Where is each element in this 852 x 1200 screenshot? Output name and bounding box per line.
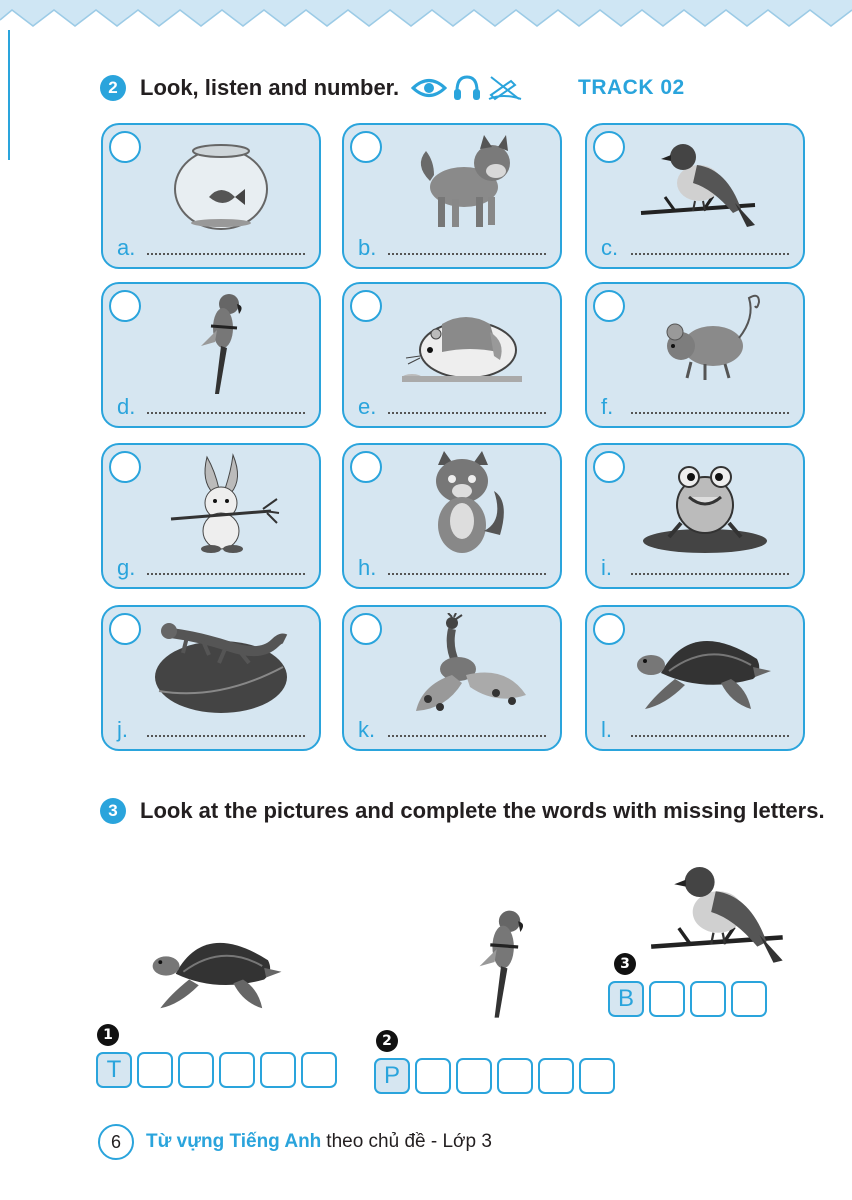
card-bird bbox=[585, 123, 805, 269]
letter-box[interactable] bbox=[649, 981, 685, 1017]
answer-line[interactable] bbox=[388, 573, 546, 575]
mouse-picture bbox=[635, 290, 775, 394]
word-number-badge: 3 bbox=[614, 953, 636, 975]
book-subtitle: theo chủ đề - Lớp 3 bbox=[326, 1131, 492, 1152]
card-letter: b. bbox=[358, 235, 377, 260]
number-answer-circle[interactable] bbox=[593, 451, 625, 483]
word-number-badge: 2 bbox=[376, 1030, 398, 1052]
answer-line[interactable] bbox=[147, 253, 305, 255]
word-number-badge: 1 bbox=[97, 1024, 119, 1046]
card-rabbit bbox=[101, 443, 321, 589]
answer-line[interactable] bbox=[147, 573, 305, 575]
letter-box[interactable] bbox=[731, 981, 767, 1017]
card-dog bbox=[342, 123, 562, 269]
letter-box-given: T bbox=[96, 1052, 132, 1088]
number-answer-circle[interactable] bbox=[109, 131, 141, 163]
answer-line[interactable] bbox=[631, 253, 789, 255]
number-answer-circle[interactable] bbox=[350, 613, 382, 645]
goldfish-bowl-picture bbox=[151, 131, 291, 235]
card-hamster bbox=[342, 282, 562, 428]
card-letter: e. bbox=[358, 394, 377, 419]
letter-box[interactable] bbox=[497, 1058, 533, 1094]
card-cat bbox=[342, 443, 562, 589]
letter-box[interactable] bbox=[301, 1052, 337, 1088]
section-3-heading bbox=[100, 798, 825, 824]
left-margin-rule bbox=[8, 30, 10, 160]
eye-icon bbox=[411, 77, 447, 99]
number-answer-circle[interactable] bbox=[109, 613, 141, 645]
answer-line[interactable] bbox=[147, 735, 305, 737]
peacock-picture bbox=[392, 613, 532, 717]
letter-box[interactable] bbox=[415, 1058, 451, 1094]
letter-box-given: P bbox=[374, 1058, 410, 1094]
card-letter: i. bbox=[601, 555, 612, 580]
card-letter: h. bbox=[358, 555, 377, 580]
section-number-badge: 2 bbox=[100, 75, 126, 101]
answer-line[interactable] bbox=[388, 412, 546, 414]
turtle-picture bbox=[118, 916, 318, 1016]
turtle-picture bbox=[635, 613, 775, 717]
card-letter: a. bbox=[117, 235, 136, 260]
card-peacock bbox=[342, 605, 562, 751]
number-answer-circle[interactable] bbox=[350, 451, 382, 483]
no-writing-icon bbox=[487, 75, 523, 101]
page-footer bbox=[98, 1124, 492, 1160]
letter-box[interactable] bbox=[690, 981, 726, 1017]
card-letter: k. bbox=[358, 717, 376, 742]
number-answer-circle[interactable] bbox=[593, 290, 625, 322]
answer-line[interactable] bbox=[388, 735, 546, 737]
parrot-picture bbox=[426, 872, 576, 1052]
track-label: TRACK 02 bbox=[578, 76, 685, 99]
card-goldfish bbox=[101, 123, 321, 269]
letter-box[interactable] bbox=[579, 1058, 615, 1094]
lizard-picture bbox=[151, 613, 291, 717]
frog-picture bbox=[635, 451, 775, 555]
card-mouse bbox=[585, 282, 805, 428]
card-letter: g. bbox=[117, 555, 136, 580]
rabbit-picture bbox=[151, 451, 291, 555]
bird-picture bbox=[635, 131, 775, 235]
top-zigzag-border bbox=[0, 0, 852, 34]
number-answer-circle[interactable] bbox=[593, 613, 625, 645]
answer-line[interactable] bbox=[631, 735, 789, 737]
letter-box-given: B bbox=[608, 981, 644, 1017]
letter-box[interactable] bbox=[137, 1052, 173, 1088]
card-letter: d. bbox=[117, 394, 136, 419]
section-2-heading bbox=[100, 75, 523, 101]
book-title: Từ vựng Tiếng Anh bbox=[146, 1131, 322, 1152]
card-letter: j. bbox=[117, 717, 128, 742]
number-answer-circle[interactable] bbox=[350, 131, 382, 163]
card-letter: l. bbox=[601, 717, 612, 742]
number-answer-circle[interactable] bbox=[593, 131, 625, 163]
hamster-picture bbox=[392, 290, 532, 394]
card-letter: c. bbox=[601, 235, 619, 260]
letter-box[interactable] bbox=[456, 1058, 492, 1094]
letter-boxes-bird bbox=[608, 981, 767, 1017]
card-turtle bbox=[585, 605, 805, 751]
letter-box[interactable] bbox=[538, 1058, 574, 1094]
section-number-badge: 3 bbox=[100, 798, 126, 824]
card-letter: f. bbox=[601, 394, 614, 419]
answer-line[interactable] bbox=[631, 573, 789, 575]
letter-box[interactable] bbox=[219, 1052, 255, 1088]
card-frog bbox=[585, 443, 805, 589]
letter-box[interactable] bbox=[178, 1052, 214, 1088]
number-answer-circle[interactable] bbox=[109, 290, 141, 322]
page-number: 6 bbox=[98, 1124, 134, 1160]
dog-picture bbox=[392, 131, 532, 235]
bird-picture bbox=[640, 852, 810, 972]
card-parrot bbox=[101, 282, 321, 428]
number-answer-circle[interactable] bbox=[109, 451, 141, 483]
number-answer-circle[interactable] bbox=[350, 290, 382, 322]
cat-picture bbox=[392, 451, 532, 555]
letter-boxes-parrot bbox=[374, 1058, 615, 1094]
letter-boxes-turtle bbox=[96, 1052, 337, 1088]
answer-line[interactable] bbox=[388, 253, 546, 255]
activity-icons bbox=[411, 75, 523, 101]
answer-line[interactable] bbox=[631, 412, 789, 414]
answer-line[interactable] bbox=[147, 412, 305, 414]
section-instruction: Look at the pictures and complete the words with missing letters. bbox=[140, 798, 825, 823]
letter-box[interactable] bbox=[260, 1052, 296, 1088]
card-lizard bbox=[101, 605, 321, 751]
parrot-picture bbox=[151, 290, 291, 394]
headphones-icon bbox=[453, 75, 481, 101]
section-instruction: Look, listen and number. bbox=[140, 75, 400, 100]
